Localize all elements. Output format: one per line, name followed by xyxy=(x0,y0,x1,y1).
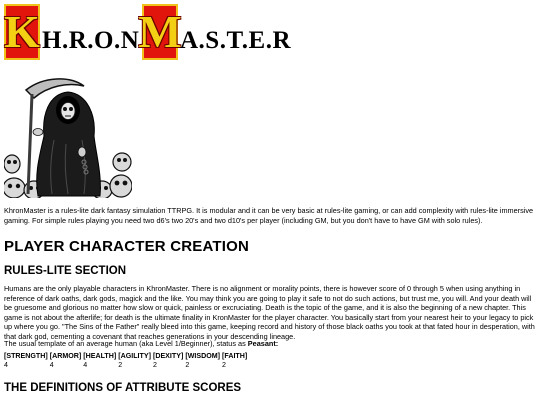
attr-header-strength: [STRENGTH] xyxy=(4,352,48,360)
attr-value-faith: 2 xyxy=(222,361,226,369)
attr-value-agility: 2 xyxy=(118,361,123,369)
attr-header-faith: [FAITH] xyxy=(222,352,248,360)
title-banner xyxy=(4,4,294,60)
template-line: The usual template of an average human (aka Level 1/Beginner), status as Peasant: xyxy=(4,339,279,348)
attr-header-dexity: [DEXITY] xyxy=(152,352,184,360)
status-peasant: Peasant xyxy=(247,339,276,348)
attribute-header-row xyxy=(4,352,247,361)
grim-reaper-illustration xyxy=(4,70,132,198)
attribute-table xyxy=(2,352,249,370)
attr-value-strength: 4 xyxy=(4,361,8,369)
attr-header-agility: [AGILITY] xyxy=(118,352,151,360)
attr-value-wisdom: 2 xyxy=(185,361,190,369)
subsection-title: RULES-LITE SECTION xyxy=(4,265,127,277)
section-title: PLAYER CHARACTER CREATION xyxy=(4,238,250,255)
attr-value-dexity: 2 xyxy=(152,361,157,369)
attr-value-health: 4 xyxy=(83,361,88,369)
definitions-title: THE DEFINITIONS OF ATTRIBUTE SCORES xyxy=(4,382,242,394)
title-initial-k: K xyxy=(4,4,40,60)
attr-header-armor: [ARMOR] xyxy=(49,352,82,360)
humans-paragraph: Humans are the only playable characters in KhronMaster. There is no alignment or morality points, there is however score of 0 through 5 when using anything in reference of dark oaths, dark gods, magick and the like. You may think you are going to play it safe to not do such actions, but trust me, you will. And your death will be gruesome and glorious no matter how slow or quick, painless or excruciating. Death is the topic of the game, and it is also the beginning of a new chapter. This game is not about the afterlife; for death is the ultimate finality in KronMaster for the player character. You basically start from your nearest heir to your legacy to pick up where you go. "The Sins of the Father" really bleed into this game, keeping record and history of those black oaths you took at that fated hour in desperation, with that dark god, cementing a covenant that reaches generations in your descending lineage. xyxy=(4,284,535,341)
title-word-master: A.S.T.E.R xyxy=(180,27,292,54)
title-initial-m: M xyxy=(142,4,178,60)
attr-value-armor: 4 xyxy=(49,361,54,369)
attr-header-health: [HEALTH] xyxy=(83,352,117,360)
title-word-khron: H.R.O.N xyxy=(42,27,140,54)
attr-header-wisdom: [WISDOM] xyxy=(185,352,221,360)
attribute-value-row xyxy=(4,361,247,370)
intro-paragraph: KhronMaster is a rules-lite dark fantasy simulation TTRPG. It is modular and it can be very basic at rules-lite gaming, or can add complexity with rules-lite immersive gaming. For simple rules playing you need two d6's two 20's and two d10's per player (including GM, but you don't have to have GM with solo rules). xyxy=(4,206,534,225)
